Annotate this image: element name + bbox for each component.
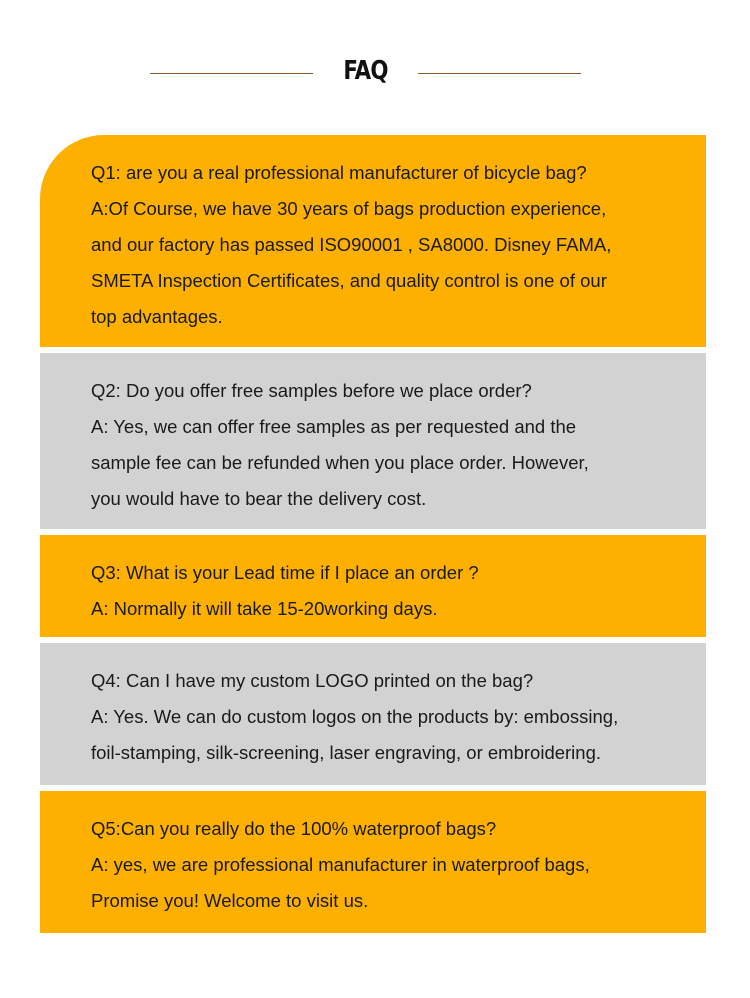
faq-answer-2-line-1: A: Yes, we can offer free samples as per requested and the bbox=[91, 416, 577, 437]
faq-answer-2-line-3: you would have to bear the delivery cost. bbox=[91, 488, 427, 509]
faq-item-5 bbox=[40, 791, 706, 933]
faq-question-3: Q3: What is your Lead time if I place an order ? bbox=[91, 562, 479, 583]
header-divider-left bbox=[150, 73, 313, 74]
faq-question-4: Q4: Can I have my custom LOGO printed on the bag? bbox=[91, 670, 534, 691]
faq-answer-4-line-1: A: Yes. We can do custom logos on the products by: embossing, bbox=[91, 706, 619, 727]
faq-answer-1-line-1: A:Of Course, we have 30 years of bags production experience, bbox=[91, 198, 607, 219]
header-divider-right bbox=[418, 73, 581, 74]
faq-answer-2-line-2: sample fee can be refunded when you place order. However, bbox=[91, 452, 589, 473]
faq-question-5: Q5:Can you really do the 100% waterproof bags? bbox=[91, 818, 497, 839]
faq-answer-5-line-2: Promise you! Welcome to visit us. bbox=[91, 890, 369, 911]
faq-answer-1-line-3: SMETA Inspection Certificates, and quality control is one of our bbox=[91, 270, 607, 291]
faq-question-1: Q1: are you a real professional manufacturer of bicycle bag? bbox=[91, 162, 587, 183]
faq-question-2: Q2: Do you offer free samples before we place order? bbox=[91, 380, 532, 401]
faq-item-3 bbox=[40, 535, 706, 637]
faq-answer-1-line-2: and our factory has passed ISO90001 , SA8000. Disney FAMA, bbox=[91, 234, 612, 255]
faq-answer-5-line-1: A: yes, we are professional manufacturer in waterproof bags, bbox=[91, 854, 590, 875]
faq-answer-4-line-2: foil-stamping, silk-screening, laser engraving, or embroidering. bbox=[91, 742, 602, 763]
page-title: FAQ bbox=[343, 56, 388, 86]
faq-answer-3-line-1: A: Normally it will take 15-20working days. bbox=[91, 598, 438, 619]
faq-item-2 bbox=[40, 353, 706, 529]
faq-list bbox=[40, 135, 706, 939]
faq-item-4 bbox=[40, 643, 706, 785]
faq-header bbox=[0, 52, 750, 96]
faq-answer-1-line-4: top advantages. bbox=[91, 306, 223, 327]
faq-item-1 bbox=[40, 135, 706, 347]
